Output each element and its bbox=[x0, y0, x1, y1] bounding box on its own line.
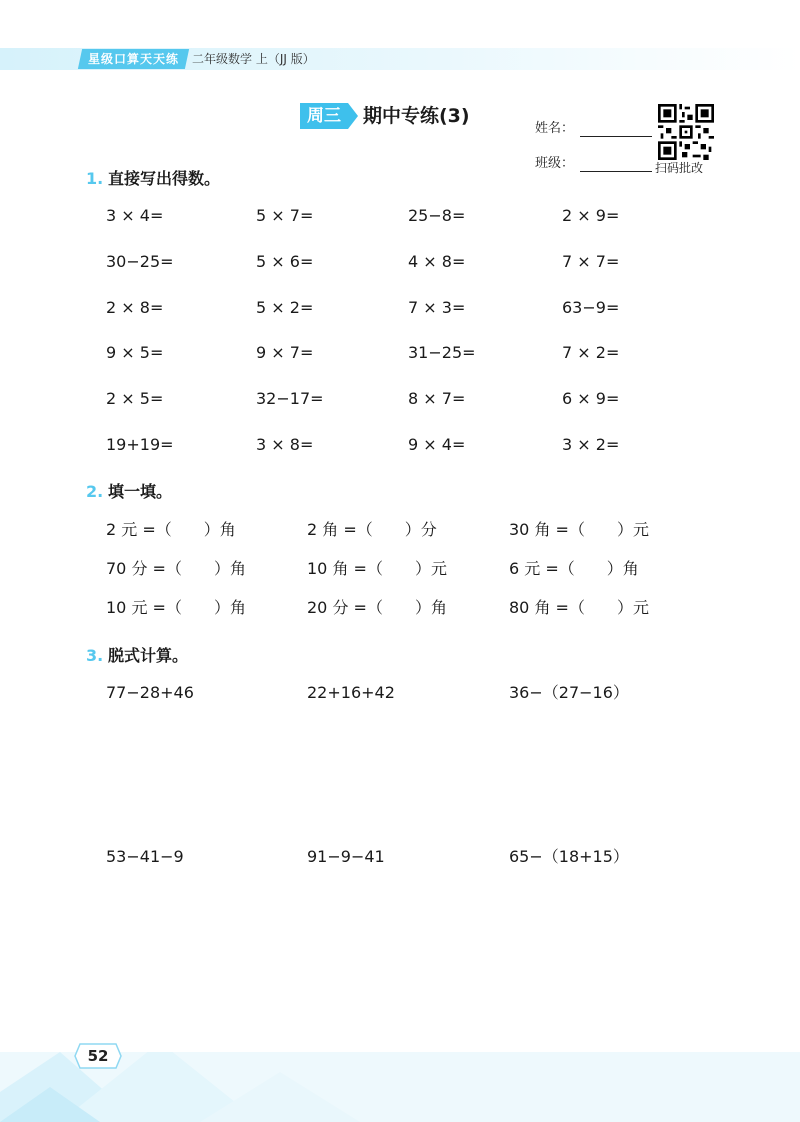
oral-problem: 3 × 4= bbox=[106, 206, 164, 225]
section-2-number: 2. bbox=[86, 482, 104, 501]
oral-problem: 25−8= bbox=[408, 206, 466, 225]
fill-blank-problem[interactable]: 10 元 =（ ）角 bbox=[106, 598, 246, 617]
oral-problem: 5 × 7= bbox=[256, 206, 314, 225]
name-label: 姓名： bbox=[535, 121, 575, 136]
oral-problem: 9 × 4= bbox=[408, 435, 466, 454]
fill-blank-problem[interactable]: 2 元 =（ ）角 bbox=[106, 520, 236, 539]
oral-problem: 2 × 9= bbox=[562, 206, 620, 225]
fill-blank-problem[interactable]: 2 角 =（ ）分 bbox=[307, 520, 437, 539]
fill-blank-problem[interactable]: 10 角 =（ ）元 bbox=[307, 559, 447, 578]
qr-caption: 扫码批改 bbox=[655, 161, 704, 175]
oral-problem: 19+19= bbox=[106, 435, 174, 454]
section-3-number: 3. bbox=[86, 646, 104, 665]
section-2-title: 填一填。 bbox=[108, 482, 173, 501]
oral-problem: 2 × 5= bbox=[106, 389, 164, 408]
oral-problem: 3 × 8= bbox=[256, 435, 314, 454]
oral-problem: 7 × 2= bbox=[562, 343, 620, 362]
oral-problem: 30−25= bbox=[106, 252, 174, 271]
book-name-badge: 星级口算天天练 bbox=[78, 49, 189, 69]
book-subtitle: 二年级数学 上（JJ 版） bbox=[192, 52, 315, 66]
step-calc-problem: 22+16+42 bbox=[307, 683, 395, 702]
oral-problem: 2 × 8= bbox=[106, 298, 164, 317]
oral-problem: 4 × 8= bbox=[408, 252, 466, 271]
oral-problem: 9 × 5= bbox=[106, 343, 164, 362]
section-1-title: 直接写出得数。 bbox=[108, 169, 221, 188]
step-calc-problem: 77−28+46 bbox=[106, 683, 194, 702]
oral-problem: 7 × 3= bbox=[408, 298, 466, 317]
step-calc-problem: 65−（18+15） bbox=[509, 847, 629, 866]
fill-blank-problem[interactable]: 30 角 =（ ）元 bbox=[509, 520, 649, 539]
oral-problem: 6 × 9= bbox=[562, 389, 620, 408]
name-field-line[interactable] bbox=[580, 136, 652, 137]
section-3-title: 脱式计算。 bbox=[108, 646, 189, 665]
oral-problem: 3 × 2= bbox=[562, 435, 620, 454]
fill-blank-problem[interactable]: 20 分 =（ ）角 bbox=[307, 598, 447, 617]
fill-blank-problem[interactable]: 6 元 =（ ）角 bbox=[509, 559, 639, 578]
oral-problem: 31−25= bbox=[408, 343, 476, 362]
page-title: 期中专练(3) bbox=[363, 105, 470, 127]
day-tag: 周三 bbox=[300, 103, 348, 129]
fill-blank-problem[interactable]: 70 分 =（ ）角 bbox=[106, 559, 246, 578]
qr-code-icon[interactable] bbox=[658, 104, 714, 160]
oral-problem: 8 × 7= bbox=[408, 389, 466, 408]
header-band bbox=[0, 0, 800, 72]
step-calc-problem: 91−9−41 bbox=[307, 847, 385, 866]
oral-problem: 63−9= bbox=[562, 298, 620, 317]
page-number: 52 bbox=[87, 1047, 109, 1065]
step-calc-problem: 36−（27−16） bbox=[509, 683, 629, 702]
step-calc-problem: 53−41−9 bbox=[106, 847, 184, 866]
oral-problem: 9 × 7= bbox=[256, 343, 314, 362]
oral-problem: 32−17= bbox=[256, 389, 324, 408]
class-label: 班级： bbox=[535, 156, 575, 171]
class-field-line[interactable] bbox=[580, 171, 652, 172]
section-1-number: 1. bbox=[86, 169, 104, 188]
oral-problem: 5 × 2= bbox=[256, 298, 314, 317]
oral-problem: 7 × 7= bbox=[562, 252, 620, 271]
oral-problem: 5 × 6= bbox=[256, 252, 314, 271]
fill-blank-problem[interactable]: 80 角 =（ ）元 bbox=[509, 598, 649, 617]
